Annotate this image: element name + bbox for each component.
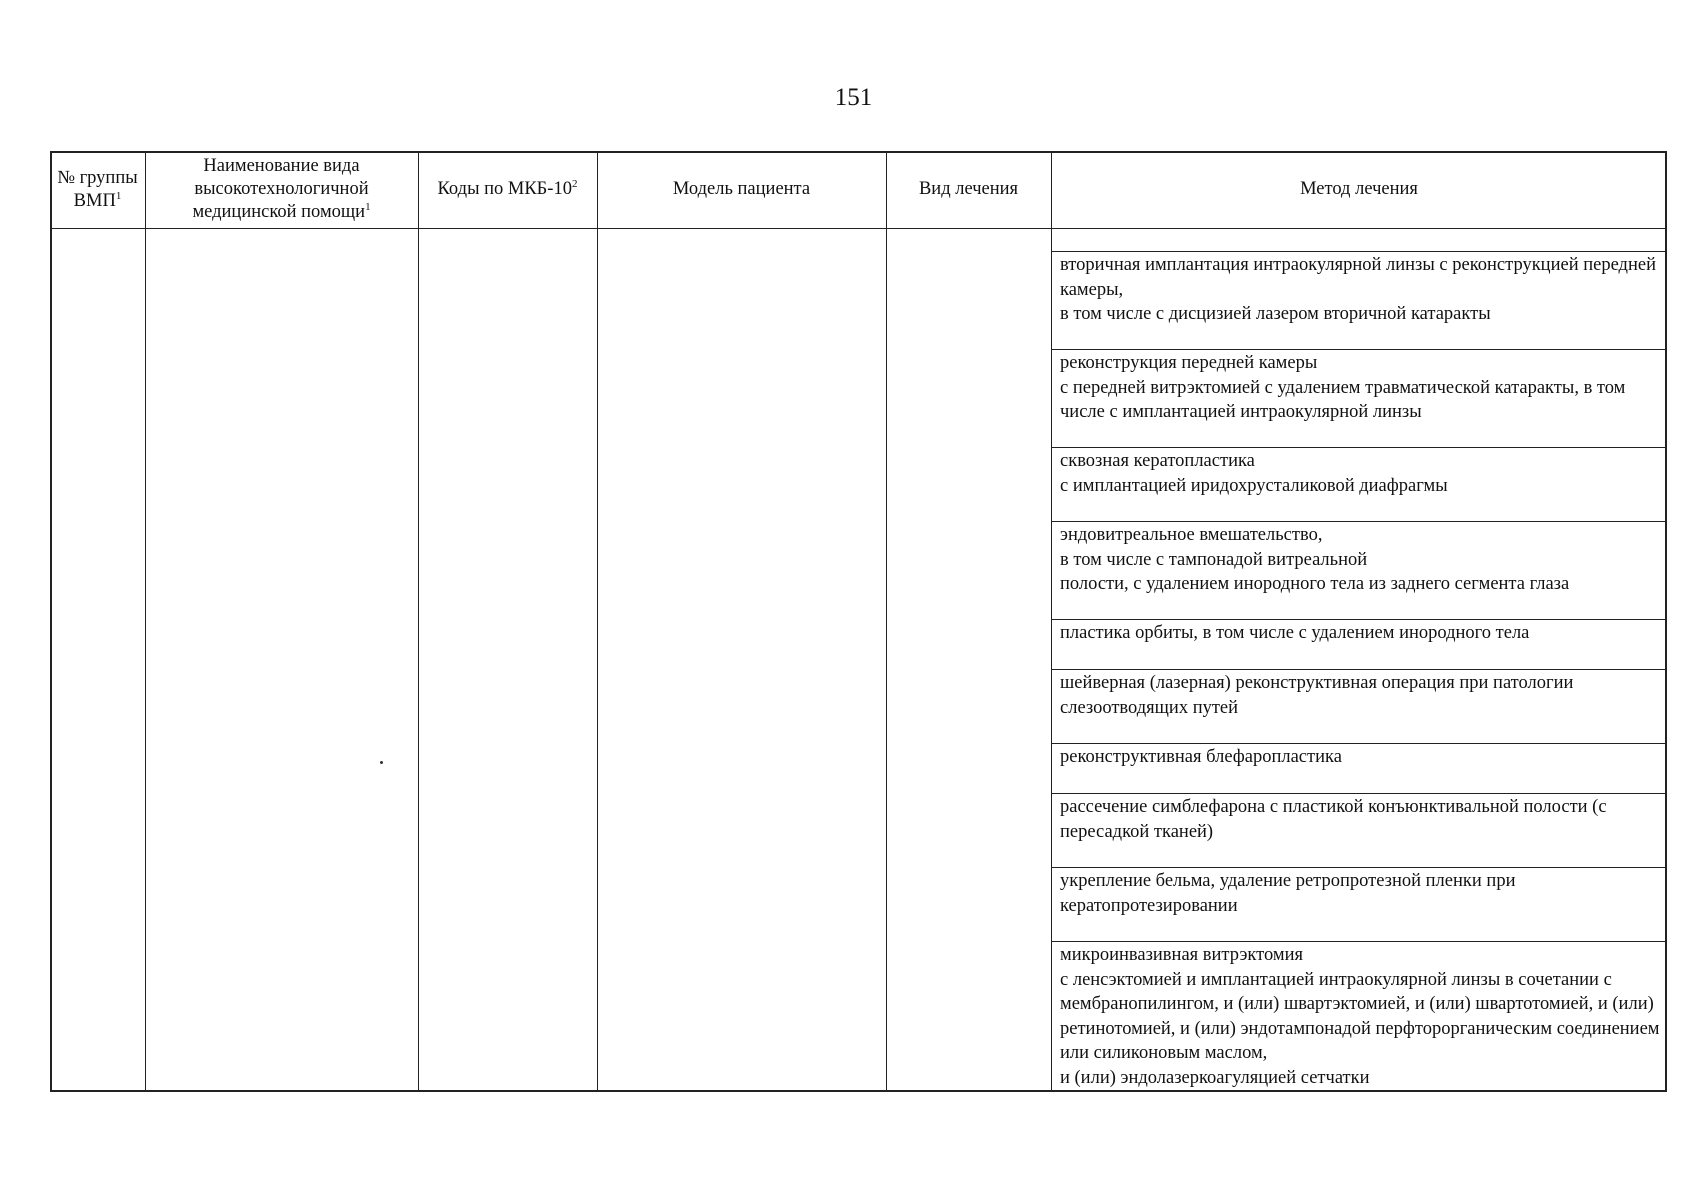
row-divider [1051,743,1667,744]
column-divider [145,151,146,1092]
row-divider [1051,669,1667,670]
header-treatment-type: Вид лечения [918,179,1019,199]
method-cell: рассечение симблефарона с пластикой конъюнктивальной полости (с пересадкой тканей) [1060,797,1607,842]
column-divider [597,151,598,1092]
scan-speck [380,761,383,764]
method-cell: сквозная кератопластика с имплантацией иридохрусталиковой диафрагмы [1060,451,1448,496]
method-cell: пластика орбиты, в том числе с удалением инородного тела [1060,623,1530,643]
row-divider [1051,619,1667,620]
row-divider [1051,521,1667,522]
column-divider [886,151,887,1092]
row-divider [1051,793,1667,794]
header-divider [50,228,1667,229]
method-cell: реконструкция передней камеры с передней витрэктомией с удалением травматической катаракты, в том числе с имплантацией интраокулярной линзы [1060,353,1626,422]
header-care-type: Наименование вида высокотехнологичной медицинской помощи$^1$ [192,156,371,222]
method-cell: шейверная (лазерная) реконструктивная операция при патологии слезоотводящих путей [1060,673,1574,718]
header-patient-model: Модель пациента [672,179,811,199]
page-number: 151 [834,84,873,111]
method-cell: вторичная имплантация интраокулярной линзы с реконструкцией передней камеры, в том числе с дисцизией лазером вторичной катаракты [1060,255,1656,324]
column-divider [418,151,419,1092]
method-cell: укрепление бельма, удаление ретропротезной пленки при кератопротезировании [1060,871,1516,916]
method-cell: реконструктивная блефаропластика [1060,747,1342,767]
row-divider [1051,941,1667,942]
method-cell: микроинвазивная витрэктомия с ленсэктомией и имплантацией интраокулярной линзы в сочетании с мембранопилингом, и (или) швартэктомией, и (или) швартотомией, и (или) ретинотомией, и (или) эндотампонадой перфторорганическим соединением или силиконовым маслом, и (или) эндолазеркоагуляцией сетчатки [1060,945,1660,1088]
method-cell: эндовитреальное вмешательство, в том числе с тампонадой витреальной полости, с удалением инородного тела из заднего сегмента глаза [1060,525,1570,594]
row-divider [1051,349,1667,350]
header-group-no: № группы ВМП$^1$ [57,167,138,211]
header-icd-codes: Коды по МКБ-$10^2$ [437,177,578,199]
column-divider [1051,151,1052,1092]
row-divider [1051,867,1667,868]
row-divider [1051,447,1667,448]
header-treatment-method: Метод лечения [1300,179,1418,199]
row-divider [1051,251,1667,252]
